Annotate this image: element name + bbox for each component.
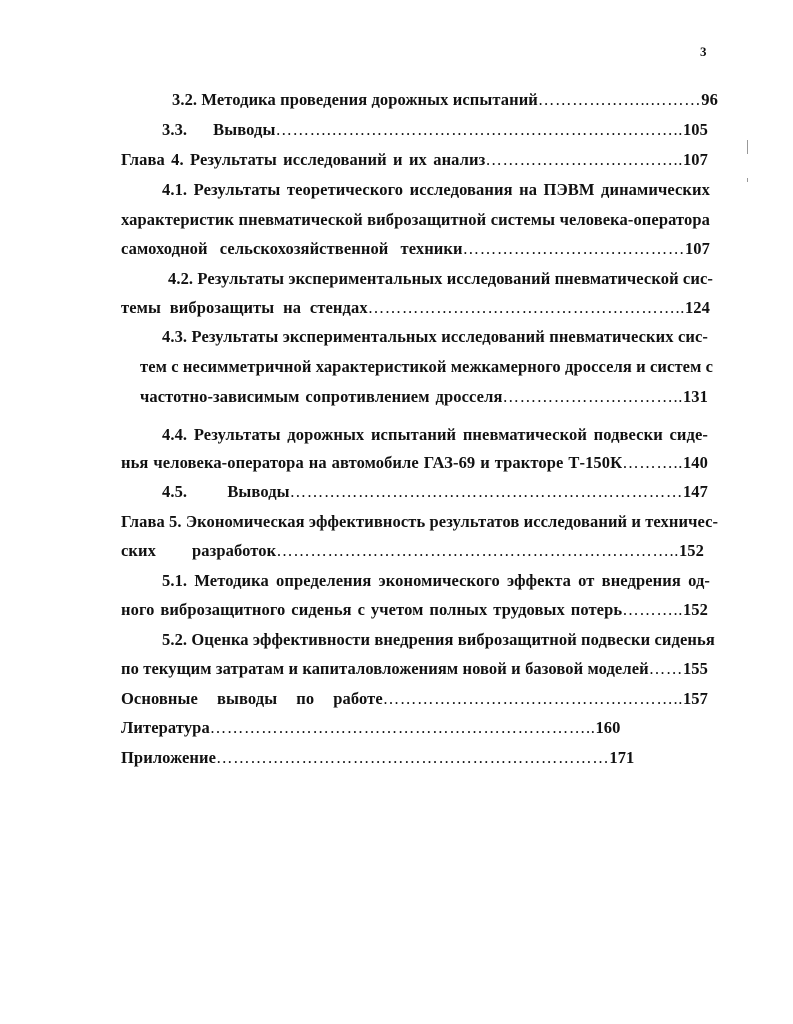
toc-entry-literature[interactable]	[121, 718, 706, 738]
toc-page: 140	[682, 453, 708, 472]
toc-title: нья человека-оператора на автомобиле ГАЗ-69 и тракторе Т-150К	[121, 453, 623, 472]
toc-leader: ………..	[622, 600, 683, 619]
toc-title: 5.2. Оценка эффективности внедрения виброзащитной подвески сиденья	[162, 630, 715, 649]
toc-entry-4-2-line2	[121, 298, 710, 318]
toc-title: по текущим затратам и капиталовложениям новой и базовой моделей	[121, 659, 649, 678]
toc-entry-4-5[interactable]	[162, 482, 708, 502]
toc-leader: ……………………………..	[485, 150, 683, 169]
toc-entry-appendix[interactable]	[121, 748, 705, 768]
toc-title: 4.2. Результаты экспериментальных исследований пневматической сис-	[168, 269, 713, 288]
toc-entry-chapter-4[interactable]	[121, 150, 708, 170]
toc-leader: ……………………………………………..	[382, 689, 683, 708]
toc-title: Литература	[121, 718, 210, 737]
toc-entry-5-1-line1[interactable]	[162, 571, 710, 591]
toc-page: 131	[682, 387, 708, 406]
toc-entry-5-2-line2	[121, 659, 708, 679]
toc-leader: ………………..………	[537, 90, 702, 109]
toc-title: тем с несимметричной характеристикой межкамерного дросселя и систем с	[140, 357, 714, 376]
toc-title: Глава 4. Результаты исследований и их анализ	[121, 150, 486, 169]
toc-page: 107	[682, 150, 708, 169]
toc-page: 96	[701, 90, 718, 109]
toc-entry-4-3-line3	[140, 387, 708, 407]
toc-title: 3.2. Методика проведения дорожных испытаний	[172, 90, 538, 109]
toc-page: 147	[682, 482, 708, 501]
toc-page: 107	[684, 239, 710, 258]
toc-page: 155	[682, 659, 708, 678]
toc-title: 4.4. Результаты дорожных испытаний пневматической подвески сиде-	[162, 425, 708, 444]
toc-leader: ……	[648, 659, 683, 678]
toc-entry-5-1-line2	[121, 600, 708, 620]
toc-entry-4-1-line2	[121, 210, 710, 230]
toc-title: Основные выводы по работе	[121, 689, 383, 708]
toc-entry-4-4-line1[interactable]	[162, 425, 708, 445]
toc-title: 4.1. Результаты теоретического исследования на ПЭВМ динамических	[162, 180, 710, 199]
margin-mark	[747, 140, 748, 154]
toc-title: ских разработок	[121, 541, 277, 560]
toc-title: ного виброзащитного сиденья с учетом полных трудовых потерь	[121, 600, 623, 619]
toc-entry-5-2-line1[interactable]	[162, 630, 715, 650]
toc-title: Глава 5. Экономическая эффективность результатов исследований и техничес-	[121, 512, 719, 531]
toc-entry-4-3-line1[interactable]	[162, 327, 708, 347]
toc-page: 160	[595, 718, 621, 737]
toc-entry-4-1-line1[interactable]	[162, 180, 710, 200]
toc-entry-3-2[interactable]	[172, 90, 718, 110]
toc-page: 152	[678, 541, 704, 560]
toc-title: самоходной сельскохозяйственной техники	[121, 239, 463, 258]
toc-leader: …………………………………	[462, 239, 685, 258]
toc-title: характеристик пневматической виброзащитной системы человека-оператора	[121, 210, 710, 229]
toc-entry-chapter-5-line1[interactable]	[121, 512, 719, 532]
toc-title: Приложение	[121, 748, 217, 767]
toc-title: темы виброзащиты на стендах	[121, 298, 368, 317]
toc-leader: ……………………………………………………………..	[276, 541, 679, 560]
toc-entry-conclusions[interactable]	[121, 689, 708, 709]
toc-title: частотно-зависимым сопротивлением дросселя	[140, 387, 503, 406]
toc-page: 124	[684, 298, 710, 317]
toc-title: 4.5. Выводы	[162, 482, 290, 501]
toc-entry-3-3[interactable]	[162, 120, 708, 140]
toc-title: 3.3. Выводы	[162, 120, 276, 139]
margin-mark	[747, 178, 748, 182]
toc-leader: ……….……………………………………………………..	[275, 120, 683, 139]
toc-page: 157	[682, 689, 708, 708]
toc-title: 4.3. Результаты экспериментальных исследований пневматических сис-	[162, 327, 708, 346]
toc-entry-4-2-line1[interactable]	[168, 269, 713, 289]
toc-leader: …………………………..	[502, 387, 683, 406]
toc-leader: …………………………………………………………..	[209, 718, 596, 737]
toc-page: 152	[682, 600, 708, 619]
toc-leader: ………………………………………………..	[367, 298, 685, 317]
toc-leader: ……………………………………………………………	[289, 482, 683, 501]
toc-leader: ………..	[622, 453, 683, 472]
toc-page: 171	[609, 748, 635, 767]
toc-entry-4-4-line2	[121, 453, 708, 473]
page-number: 3	[700, 44, 707, 59]
toc-entry-4-3-line2	[140, 357, 714, 377]
toc-leader: ……………………………………………………………	[216, 748, 610, 767]
toc-page: 105	[682, 120, 708, 139]
toc-title: 5.1. Методика определения экономического эффекта от внедрения од-	[162, 571, 710, 590]
toc-entry-chapter-5-line2	[121, 541, 704, 561]
toc-entry-4-1-line3	[121, 239, 710, 259]
